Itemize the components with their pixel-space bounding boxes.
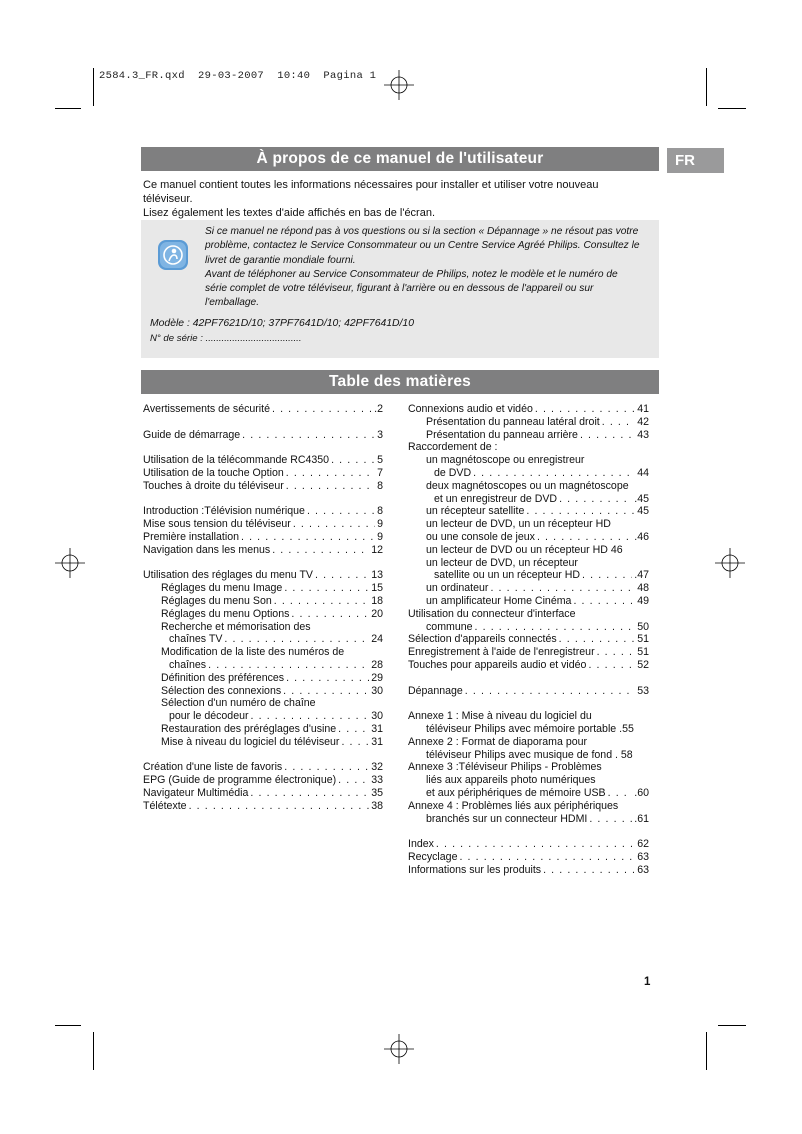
toc-leader-dots — [284, 582, 369, 595]
toc-entry-title: Annexe 1 : Mise à niveau du logiciel du — [408, 710, 592, 723]
about-title: À propos de ce manuel de l'utilisateur — [141, 147, 659, 171]
toc-entry[interactable] — [143, 621, 383, 634]
toc-entry-page: 48 — [637, 582, 649, 595]
toc-entry-title: branchés sur un connecteur HDMI — [426, 812, 588, 825]
crop-mark — [706, 68, 707, 106]
toc-leader-dots — [286, 480, 375, 493]
toc-entry[interactable] — [143, 672, 383, 685]
toc-entry-page: 43 — [637, 428, 649, 441]
toc-entry-title: un magnétoscope ou enregistreur — [426, 454, 585, 467]
toc-spacer — [408, 672, 649, 685]
toc-entry-title: satellite ou un un récepteur HD — [434, 569, 581, 582]
toc-entry-page: 7 — [377, 466, 383, 479]
toc-entry[interactable] — [408, 582, 649, 595]
toc-entry-title: Avertissements de sécurité — [143, 403, 270, 415]
language-tab: FR — [667, 148, 724, 173]
toc-entry[interactable] — [408, 557, 649, 570]
toc-entry[interactable] — [408, 787, 649, 800]
toc-leader-dots — [526, 505, 635, 518]
toc-entry[interactable] — [408, 416, 649, 429]
crop-mark — [718, 108, 746, 109]
toc-leader-dots — [588, 659, 635, 672]
toc-entry[interactable] — [143, 633, 383, 646]
toc-entry[interactable] — [408, 864, 649, 877]
toc-entry[interactable] — [408, 761, 649, 774]
toc-entry[interactable] — [143, 429, 383, 442]
toc-leader-dots — [465, 685, 635, 698]
toc-leader-dots — [559, 633, 636, 646]
crop-mark — [55, 108, 81, 109]
toc-entry-title: Utilisation de la touche Option — [143, 466, 284, 479]
intro-line: téléviseur. — [143, 193, 193, 205]
toc-entry-title: téléviseur Philips avec mémoire portable .55 — [426, 722, 634, 735]
toc-entry-page: 33 — [371, 774, 383, 787]
toc-leader-dots — [559, 493, 632, 506]
toc-leader-dots — [582, 569, 632, 582]
toc-entry-title: Annexe 2 : Format de diaporama pour — [408, 735, 588, 748]
toc-entry[interactable] — [143, 659, 383, 672]
toc-entry[interactable] — [143, 403, 383, 416]
toc-entry[interactable] — [408, 480, 649, 493]
toc-leader-dots — [475, 621, 636, 634]
toc-entry-title: Touches à droite du téléviseur — [143, 479, 284, 492]
toc-entry-title: Dépannage — [408, 684, 463, 697]
toc-entry[interactable] — [408, 723, 649, 736]
toc-entry-title: Création d'une liste de favoris — [143, 761, 283, 774]
toc-entry-page: 8 — [377, 479, 383, 492]
toc-entry-title: chaînes TV — [169, 633, 223, 646]
toc-entry-page: .2 — [374, 403, 383, 415]
toc-entry-title: Réglages du menu Son — [161, 594, 272, 607]
toc-leader-dots — [286, 672, 369, 685]
toc-entry-title: chaînes — [169, 658, 207, 671]
toc-spacer — [143, 416, 383, 429]
toc-entry[interactable] — [143, 582, 383, 595]
toc-entry-title: Première installation — [143, 530, 239, 543]
toc-entry-page: 31 — [371, 722, 383, 735]
toc-spacer — [408, 825, 649, 838]
toc-entry-title: Mise à niveau du logiciel du téléviseur — [161, 735, 340, 748]
toc-entry-title: Sélection d'appareils connectés — [408, 633, 557, 646]
toc-leader-dots — [338, 723, 369, 736]
toc-entry-title: un ordinateur — [426, 582, 489, 595]
toc-leader-dots — [293, 518, 375, 531]
toc-entry-page: 31 — [371, 735, 383, 748]
toc-leader-dots — [580, 429, 635, 442]
toc-entry-page: 30 — [371, 710, 383, 723]
toc-entry[interactable] — [143, 454, 383, 467]
toc-entry-page: 41 — [637, 403, 649, 415]
toc-entry[interactable] — [408, 710, 649, 723]
file-header: 2584.3_FR.qxd 29-03-2007 10:40 Pagina 1 — [99, 70, 377, 82]
toc-entry-title: Utilisation des réglages du menu TV — [143, 569, 313, 582]
toc-title: Table des matières — [141, 370, 659, 394]
toc-entry[interactable] — [408, 633, 649, 646]
toc-entry-title: liés aux appareils photo numériques — [426, 774, 596, 787]
toc-entry[interactable] — [143, 595, 383, 608]
toc-entry[interactable] — [143, 710, 383, 723]
toc-entry-page: 32 — [371, 761, 383, 774]
toc-entry-title: un lecteur de DVD ou un récepteur HD 46 — [426, 543, 623, 556]
toc-entry-page: 50 — [637, 620, 649, 633]
toc-entry[interactable] — [143, 544, 383, 557]
crop-mark — [706, 1032, 707, 1070]
toc-leader-dots — [241, 531, 375, 544]
crop-mark — [55, 1025, 81, 1026]
help-note-box — [141, 220, 659, 358]
toc-leader-dots — [307, 505, 375, 518]
model-line: Modèle : 42PF7621D/10; 37PF7641D/10; 42PF7641D/10 — [150, 318, 414, 329]
toc-entry[interactable] — [143, 787, 383, 800]
toc-entry[interactable] — [143, 505, 383, 518]
crop-mark — [93, 1032, 94, 1070]
toc-spacer — [408, 697, 649, 710]
toc-entry-page: 30 — [371, 684, 383, 697]
toc-entry-page: .45 — [634, 492, 649, 505]
toc-entry-title: deux magnétoscopes ou un magnétoscope — [426, 479, 629, 492]
crop-mark — [93, 68, 94, 106]
toc-entry-title: Annexe 3 :Téléviseur Philips - Problèmes — [408, 761, 602, 774]
toc-entry[interactable] — [408, 621, 649, 634]
toc-entry-title: Recyclage — [408, 850, 458, 863]
toc-entry[interactable] — [143, 800, 383, 813]
toc-entry-page: 63 — [637, 850, 649, 863]
toc-leader-dots — [608, 787, 633, 800]
toc-leader-dots — [208, 659, 369, 672]
toc-entry-title: Utilisation de la télécommande RC4350 — [143, 454, 330, 467]
toc-entry-page: .60 — [634, 786, 649, 799]
toc-leader-dots — [242, 429, 375, 442]
serial-line: N° de série : .................................... — [150, 333, 302, 344]
note-line: l'emballage. — [205, 297, 260, 309]
toc-entry-title: Présentation du panneau latéral droit — [426, 415, 600, 428]
toc-entry[interactable] — [408, 838, 649, 851]
toc-entry[interactable] — [143, 736, 383, 749]
toc-leader-dots — [272, 544, 369, 557]
toc-entry-page: 52 — [637, 658, 649, 671]
toc-entry-page: .46 — [634, 530, 649, 543]
toc-leader-dots — [274, 595, 369, 608]
registration-mark-icon — [715, 548, 745, 578]
toc-entry[interactable] — [143, 569, 383, 582]
toc-spacer — [143, 557, 383, 570]
toc-entry[interactable] — [143, 697, 383, 710]
toc-entry-title: Utilisation du connecteur d'interface — [408, 607, 576, 620]
toc-entry-title: et aux périphériques de mémoire USB — [426, 786, 606, 799]
toc-entry-title: un lecteur de DVD, un récepteur — [426, 556, 578, 569]
toc-entry[interactable] — [408, 441, 649, 454]
toc-entry-page: 9 — [377, 530, 383, 543]
toc-entry-title: ou une console de jeux — [426, 530, 535, 543]
toc-entry[interactable] — [408, 531, 649, 544]
toc-entry[interactable] — [143, 761, 383, 774]
toc-entry[interactable] — [408, 518, 649, 531]
toc-spacer — [143, 493, 383, 506]
toc-entry-page: 18 — [371, 594, 383, 607]
toc-entry-page: 51 — [637, 646, 649, 659]
toc-entry[interactable] — [408, 749, 649, 762]
toc-entry[interactable] — [143, 608, 383, 621]
note-line: Si ce manuel ne répond pas à vos questions ou si la section « Dépannage » ne résout pas votre — [205, 226, 639, 237]
toc-entry-page: 38 — [371, 799, 383, 812]
toc-entry[interactable] — [143, 685, 383, 698]
toc-entry[interactable] — [143, 774, 383, 787]
toc-entry-title: Mise sous tension du téléviseur — [143, 518, 291, 531]
toc-entry-page: 35 — [371, 786, 383, 799]
toc-entry[interactable] — [408, 569, 649, 582]
toc-entry-title: pour le décodeur — [169, 710, 249, 723]
toc-entry[interactable] — [143, 723, 383, 736]
toc-entry[interactable] — [408, 800, 649, 813]
toc-leader-dots — [286, 467, 375, 480]
toc-leader-dots — [338, 774, 369, 787]
registration-mark-icon — [384, 70, 414, 100]
toc-entry-title: et un enregistreur de DVD — [434, 492, 558, 505]
toc-entry-title: Recherche et mémorisation des — [161, 620, 311, 633]
toc-leader-dots — [543, 864, 635, 877]
toc-entry-page: 28 — [371, 658, 383, 671]
toc-leader-dots — [597, 646, 636, 659]
toc-entry[interactable] — [143, 518, 383, 531]
toc-entry-title: Touches pour appareils audio et vidéo — [408, 658, 587, 671]
toc-entry[interactable] — [408, 851, 649, 864]
toc-leader-dots — [459, 851, 635, 864]
toc-entry-page: .47 — [634, 569, 649, 582]
toc-entry-title: Navigateur Multimédia — [143, 786, 249, 799]
toc-entry-title: Navigation dans les menus — [143, 543, 271, 556]
toc-leader-dots — [224, 633, 369, 646]
toc-entry[interactable] — [408, 454, 649, 467]
toc-entry-page: 5 — [377, 454, 383, 467]
toc-entry[interactable] — [408, 659, 649, 672]
note-line: livret de garantie mondiale fourni. — [205, 254, 356, 266]
registration-mark-icon — [55, 548, 85, 578]
help-person-icon — [158, 240, 188, 275]
toc-entry-page: 53 — [637, 684, 649, 697]
toc-entry[interactable] — [408, 595, 649, 608]
toc-entry[interactable] — [143, 531, 383, 544]
toc-entry-page: 44 — [637, 466, 649, 479]
toc-entry-page: .61 — [634, 812, 649, 825]
toc-leader-dots — [537, 531, 632, 544]
toc-entry-page: 49 — [637, 594, 649, 607]
toc-leader-dots — [490, 582, 635, 595]
toc-leader-dots — [250, 787, 369, 800]
toc-entry-title: Réglages du menu Options — [161, 607, 290, 620]
toc-entry[interactable] — [143, 480, 383, 493]
toc-leader-dots — [315, 569, 369, 582]
toc-leader-dots — [272, 403, 372, 416]
toc-entry-title: Modification de la liste des numéros de — [161, 646, 345, 659]
toc-entry-title: un lecteur de DVD, un un récepteur HD — [426, 518, 611, 531]
toc-entry-title: de DVD — [434, 466, 472, 479]
toc-entry-title: Connexions audio et vidéo — [408, 403, 533, 415]
toc-entry-title: Guide de démarrage — [143, 428, 241, 441]
toc-entry-title: Sélection d'un numéro de chaîne — [161, 697, 316, 710]
toc-entry-page: 13 — [371, 569, 383, 582]
toc-entry-title: EPG (Guide de programme électronique) — [143, 774, 337, 787]
note-line: problème, contactez le Service Consommateur ou un Centre Service Agréé Philips. Consultez le — [205, 240, 640, 252]
toc-entry-title: un récepteur satellite — [426, 505, 525, 518]
toc-entry-page: 42 — [637, 415, 649, 428]
toc-leader-dots — [251, 710, 370, 723]
toc-entry-title: un amplificateur Home Cinéma — [426, 594, 572, 607]
model-info — [150, 316, 414, 346]
toc-entry-title: téléviseur Philips avec musique de fond . 58 — [426, 748, 633, 761]
toc-entry-title: Télétexte — [143, 799, 187, 812]
toc-entry[interactable] — [408, 608, 649, 621]
toc-entry-title: Introduction :Télévision numérique — [143, 505, 305, 518]
toc-entry[interactable] — [408, 736, 649, 749]
toc-entry[interactable] — [143, 646, 383, 659]
toc-entry-page: 15 — [371, 582, 383, 595]
toc-entry-page: 62 — [637, 838, 649, 851]
intro-text — [143, 178, 663, 220]
toc-leader-dots — [291, 608, 369, 621]
crop-mark — [718, 1025, 746, 1026]
toc-leader-dots — [331, 454, 375, 467]
toc-entry-title: Présentation du panneau arrière — [426, 428, 578, 441]
toc-entry-page: 8 — [377, 505, 383, 518]
toc-leader-dots — [535, 403, 635, 416]
toc-entry-page: 45 — [637, 505, 649, 518]
toc-entry-title: Index — [408, 838, 434, 851]
toc-entry[interactable] — [143, 467, 383, 480]
toc-entry[interactable] — [408, 429, 649, 442]
toc-entry-title: Définition des préférences — [161, 671, 285, 684]
toc-entry-page: 3 — [377, 428, 383, 441]
toc-entry[interactable] — [408, 685, 649, 698]
toc-entry-title: Restauration des préréglages d'usine — [161, 722, 337, 735]
toc-entry-title: Sélection des connexions — [161, 684, 282, 697]
toc-entry[interactable] — [408, 813, 649, 826]
toc-entry[interactable] — [408, 505, 649, 518]
toc-entry-page: 9 — [377, 518, 383, 531]
toc-left-column — [143, 403, 383, 813]
note-line: Avant de téléphoner au Service Consommateur de Philips, notez le modèle et le numéro de — [205, 268, 618, 280]
intro-line: Lisez également les textes d'aide affichés en bas de l'écran. — [143, 207, 436, 219]
toc-leader-dots — [189, 800, 370, 813]
note-line: série complet de votre téléviseur, figurant à l'arrière ou en dessous de l'appareil ou sur — [205, 283, 594, 295]
toc-entry-page: 20 — [371, 607, 383, 620]
toc-leader-dots — [341, 736, 369, 749]
toc-entry-title: Annexe 4 : Problèmes liés aux périphériques — [408, 799, 619, 812]
toc-entry[interactable] — [408, 403, 649, 416]
toc-entry-page: 51 — [637, 633, 649, 646]
toc-entry-page: 12 — [371, 543, 383, 556]
toc-leader-dots — [473, 467, 635, 480]
toc-entry[interactable] — [408, 646, 649, 659]
toc-right-column — [408, 403, 649, 876]
toc-entry-title: Enregistrement à l'aide de l'enregistreur — [408, 646, 595, 659]
toc-entry-title: commune — [426, 620, 473, 633]
toc-entry-page: 29 — [371, 671, 383, 684]
toc-spacer — [143, 441, 383, 454]
toc-entry[interactable] — [408, 493, 649, 506]
note-text — [205, 225, 657, 311]
toc-leader-dots — [573, 595, 635, 608]
registration-mark-icon — [384, 1034, 414, 1064]
page-number: 1 — [644, 976, 651, 988]
toc-leader-dots — [602, 416, 635, 429]
toc-spacer — [143, 749, 383, 762]
toc-leader-dots — [283, 685, 369, 698]
toc-entry-page: 24 — [371, 633, 383, 646]
toc-entry-page: 63 — [637, 863, 649, 876]
toc-entry[interactable] — [408, 774, 649, 787]
toc-entry-title: Informations sur les produits — [408, 863, 542, 876]
toc-leader-dots — [436, 838, 635, 851]
toc-entry-title: Réglages du menu Image — [161, 582, 283, 595]
toc-entry[interactable] — [408, 544, 649, 557]
toc-leader-dots — [284, 761, 369, 774]
toc-entry[interactable] — [408, 467, 649, 480]
toc-leader-dots — [589, 813, 632, 826]
toc-entry-title: Raccordement de : — [408, 441, 498, 454]
intro-line: Ce manuel contient toutes les informations nécessaires pour installer et utiliser votre nouveau — [143, 179, 599, 191]
